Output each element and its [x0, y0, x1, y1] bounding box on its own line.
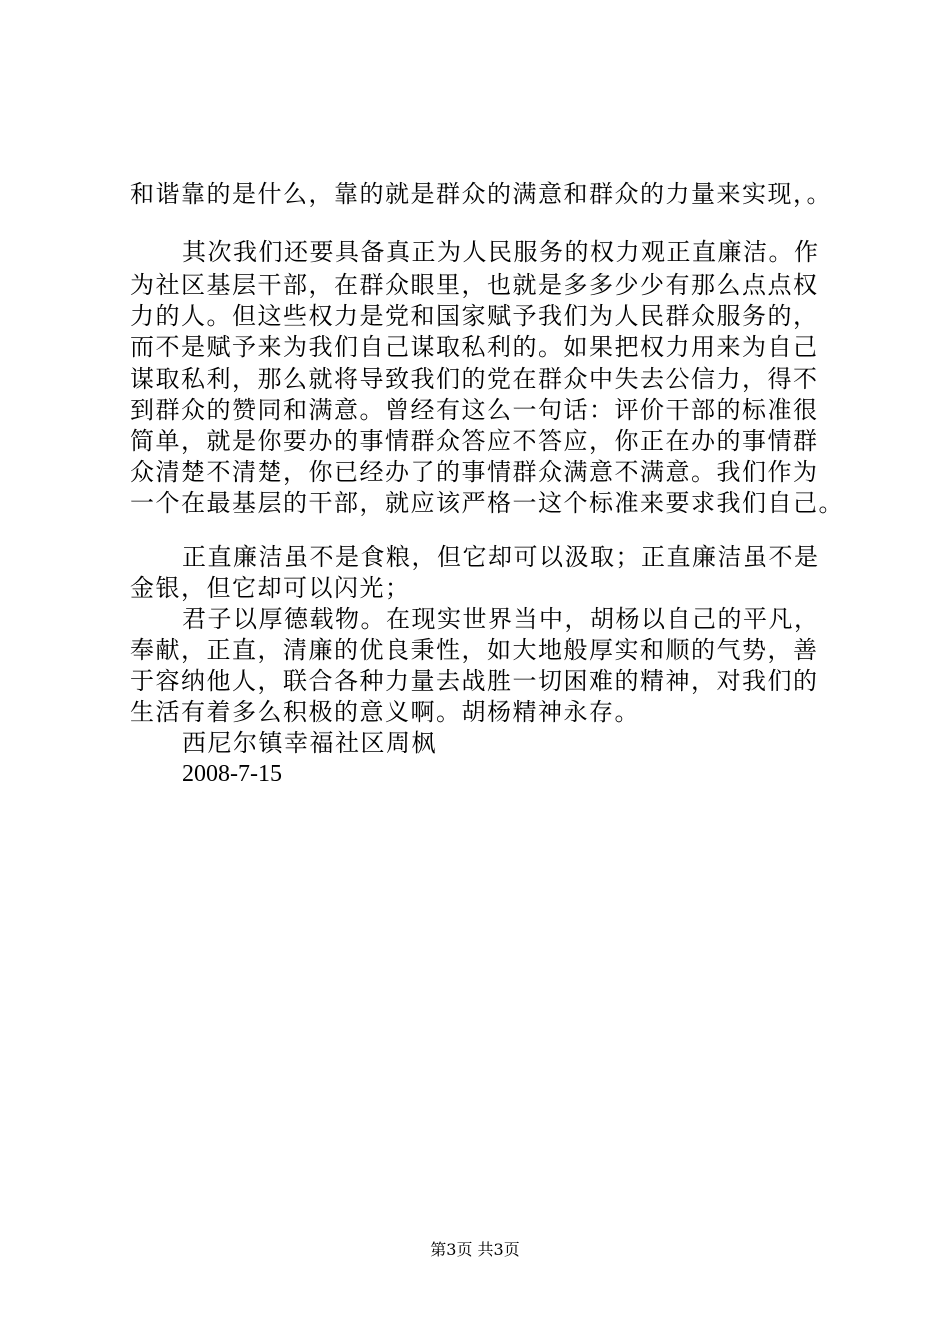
paragraph-line: 君子以厚德载物。在现实世界当中，胡杨以自己的平凡，: [182, 605, 820, 633]
document-date: 2008-7-15: [182, 761, 282, 787]
paragraph-line: 为社区基层干部，在群众眼里，也就是多多少少有那么点点权: [130, 271, 819, 299]
paragraph-line: 简单，就是你要办的事情群众答应不答应，你正在办的事情群: [130, 427, 819, 455]
paragraph-line: 于容纳他人，联合各种力量去战胜一切困难的精神，对我们的: [130, 667, 819, 695]
paragraph-line: 和谐靠的是什么，靠的就是群众的满意和群众的力量来实现，。: [130, 180, 832, 208]
paragraph-line: 而不是赋予来为我们自己谋取私利的。如果把权力用来为自己: [130, 333, 819, 361]
paragraph-line: 一个在最基层的干部，就应该严格一这个标准来要求我们自己。: [130, 489, 844, 517]
signature: 西尼尔镇幸福社区周枫: [182, 729, 437, 757]
paragraph-line: 其次我们还要具备真正为人民服务的权力观正直廉洁。作: [182, 238, 820, 266]
paragraph-line: 生活有着多么积极的意义啊。胡杨精神永存。: [130, 698, 640, 726]
paragraph-line: 力的人。但这些权力是党和国家赋予我们为人民群众服务的，: [130, 302, 819, 330]
paragraph-line: 众清楚不清楚，你已经办了的事情群众满意不满意。我们作为: [130, 458, 819, 486]
paragraph-line: 正直廉洁虽不是食粮，但它却可以汲取；正直廉洁虽不是: [182, 543, 820, 571]
page-footer: 第3页 共3页: [430, 1240, 520, 1259]
paragraph-line: 谋取私利，那么就将导致我们的党在群众中失去公信力，得不: [130, 365, 819, 393]
paragraph-line: 到群众的赞同和满意。曾经有这么一句话：评价干部的标准很: [130, 396, 819, 424]
paragraph-line: 奉献，正直，清廉的优良秉性，如大地般厚实和顺的气势，善: [130, 636, 819, 664]
paragraph-line: 金银，但它却可以闪光；: [130, 574, 411, 602]
